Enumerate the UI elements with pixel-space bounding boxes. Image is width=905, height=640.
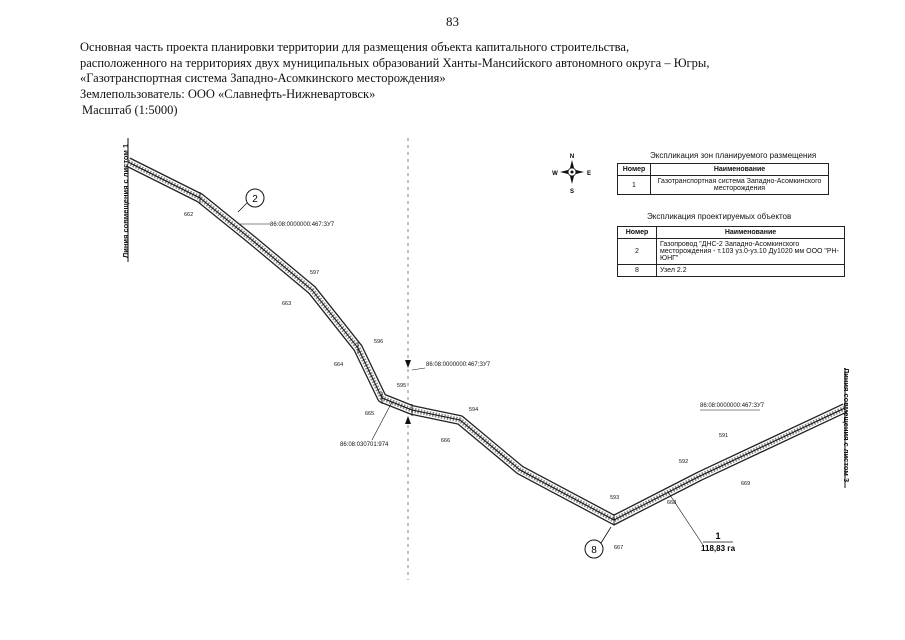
point-669: 669 [741,481,751,487]
point-668: 668 [667,500,677,506]
point-597: 597 [310,270,320,276]
cadastral-label-1: 86:08:0000000:467:ЗУ7 [270,222,335,228]
cadastral-label-2: 86:08:0000000:467:ЗУ7 [426,362,491,368]
header-line-3: «Газотранспортная система Западно-Асомкинского месторождения» [80,71,446,85]
point-591: 591 [719,433,729,439]
point-666: 666 [441,438,451,444]
zones-table-title: Экспликация зон планируемого размещения [650,151,817,160]
header-land-user: Землепользователь: ООО «Славнефть-Нижневартовск» [80,86,376,101]
zone-number: 1 [618,176,651,195]
compass-s: S [569,189,575,195]
header-line-2: расположенного на территориях двух муниципальных образований Ханты-Мансийского автономного округа – Югры, [80,55,710,70]
object-name: Узел 2.2 [657,265,845,277]
table-row [618,239,845,265]
point-662: 662 [184,212,194,218]
point-665: 665 [365,411,375,417]
arrow-marker-top [405,360,411,368]
page-number: 83 [446,14,459,29]
arrow-marker-bottom [405,416,411,424]
marker-node [585,527,611,558]
zones-table [617,163,829,195]
object-number: 2 [618,239,657,265]
map-scale: Масштаб (1:5000) [82,103,178,117]
table-row [618,265,845,277]
point-664: 664 [334,362,344,368]
area-label-number: 1 [715,531,721,541]
object-name: Газопровод "ДНС-2 Западно-Асомкинского месторождения - т.103 уз.0-уз.10 Ду1020 мм ООО "РН-ЮНГ" [657,239,845,265]
marker-node-label: 8 [591,545,597,556]
right-match-label: Линия совмещения с листом 3 [842,368,851,483]
header-line-1: Основная часть проекта планировки территории для размещения объекта капитального строительства, [80,40,630,54]
objects-table [617,226,845,277]
objects-table-title: Экспликация проектируемых объектов [647,212,792,221]
point-595: 595 [397,383,407,389]
area-label-value: 118,83 га [700,544,736,553]
marker-pipeline-label: 2 [252,194,258,205]
compass-n: N [569,154,575,160]
cadastral-label-4: 86:08:0000000:467:ЗУ7 [700,403,765,409]
zone-name: Газотранспортная система Западно-Асомкинского месторождения [651,176,829,195]
point-667: 667 [614,545,624,551]
compass-icon [552,154,591,195]
point-596: 596 [374,339,384,345]
point-593: 593 [610,495,620,501]
objects-header-number: Номер [618,227,657,239]
zones-header-number: Номер [618,164,651,176]
compass-w: W [552,171,558,177]
object-number: 8 [618,265,657,277]
table-row [618,176,829,195]
left-match-label: Линия совмещения с листом 1 [121,143,130,258]
zones-header-name: Наименование [651,164,829,176]
cadastral-label-3: 86:08:030701:974 [340,442,389,448]
point-663: 663 [282,301,292,307]
objects-header-name: Наименование [657,227,845,239]
point-592: 592 [679,459,689,465]
area-label [701,531,736,553]
compass-e: E [586,171,592,177]
point-594: 594 [469,407,479,413]
marker-pipeline [238,189,264,212]
